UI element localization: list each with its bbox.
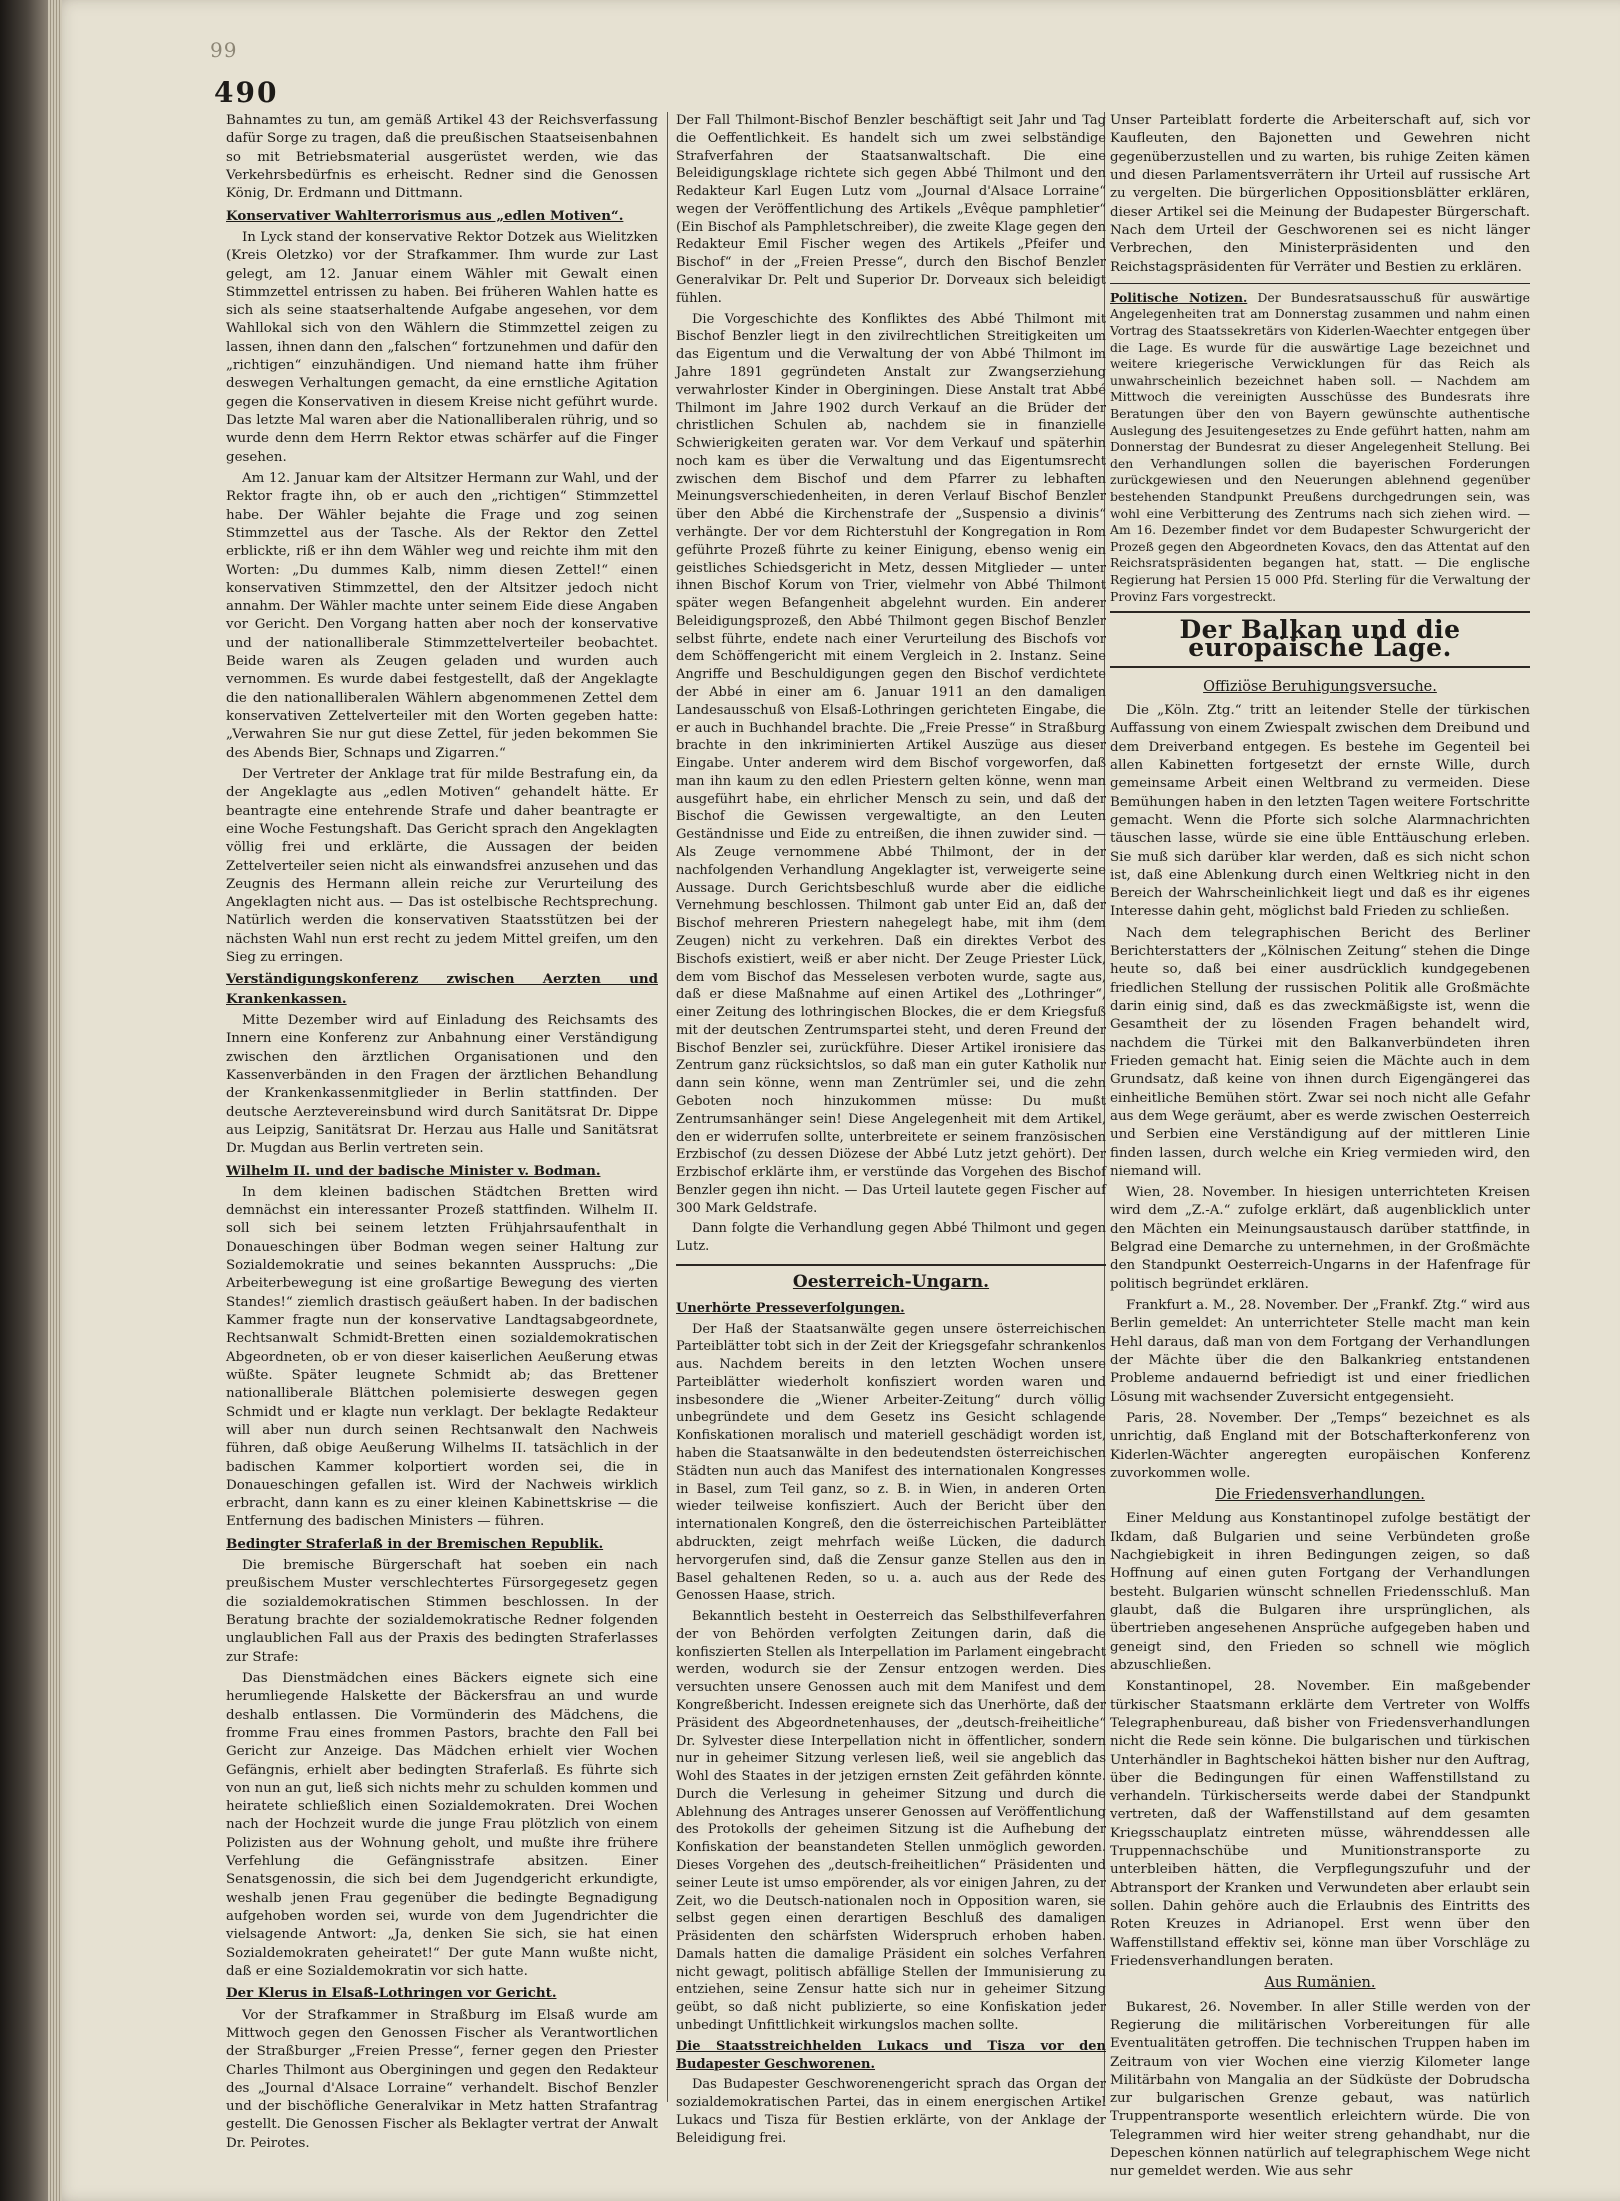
heading-bodman: Wilhelm II. und der badische Minister v. Bodman. bbox=[226, 1162, 601, 1179]
page-edges bbox=[48, 0, 62, 2201]
paragraph: Einer Meldung aus Konstantinopel zufolge bestätigt der Ikdam, daß Bulgarien und seine Verbündeten große Nachgiebigkeit in ihren Bedingungen zeigen, so daß Hoffnung auf einen guten Fortgang der Verhandlungen besteht. Bulgarien wünscht schnellen Friedensschluß. Man glaubt, daß die Bulgaren ihre ursprünglichen, als übertrieben angesehenen Ansprüche aufgegeben haben und geneigt sind, den Frieden so schnell wie möglich abzuschließen. bbox=[1110, 1511, 1530, 1673]
paragraph: Bekanntlich besteht in Oesterreich das Selbsthilfeverfahren der von Behörden verfolgten Zeitungen darin, daß die konfiszierten Stellen als Interpellation im Parlament eingebracht werden, wodurch sie der Zensur entzogen werden. Dies versuchten unsere Genossen auch mit dem Manifest und dem Kongreßbericht. Indessen ereignete sich das Unerhörte, daß der Präsident des Abgeordnetenhauses, der „deutsch-freiheitliche“ Dr. Sylvester diese Interpellation nicht in öffentlicher, sondern nur in geheimer Sitzung verlesen ließ, weil sie angeblich das Wohl des Staates in der jetzigen ernsten Zeit gefährden könnte. Durch die Verlesung in geheimer Sitzung und durch die Ablehnung des Antrages unserer Genossen auf Veröffentlichung des Protokolls der geheimen Sitzung ist die Aufhebung der Konfiskation der beanstandeten Stellen unmöglich geworden. Dieses Vorgehen des „deutsch-freiheitlichen“ Präsidenten und seiner Leute ist umso empörender, als vor einigen Jahren, zu der Zeit, wo die Deutsch-nationalen noch in Opposition waren, sie selbst gegen einen derartigen Beschluß des damaligen Präsidenten den schärfsten Widerspruch erhoben haben. Damals hatten die damalige Präsident ein solches Verfahren nicht gewagt, politisch abfällige Stellen der Immunisierung zu entziehen, seine Zensur hatte sich nur in geheimer Sitzung geübt, so daß nicht publizierte, so eine Konfiskation jeder unbedingt Unfittlichkeit wirkungslos machen sollte. bbox=[676, 1609, 1106, 2034]
heading-notices: Politische Notizen. bbox=[1110, 289, 1248, 305]
column-2 bbox=[676, 112, 1106, 2151]
heading-presse: Unerhörte Presseverfolgungen. bbox=[676, 1300, 905, 1316]
paragraph: Konstantinopel, 28. November. Ein maßgebender türkischer Staatsmann erklärte dem Vertreter von Wolffs Telegraphenbureau, daß bisher von Friedensverhandlungen nicht die Rede sein könne. Die bulgarischen und türkischen Unterhändler in Baghtschekoi hätten bisher nur den Auftrag, über die Bedingungen für einen Waffenstillstand zu verhandeln. Türkischerseits werde dabei der Standpunkt vertreten, daß der Waffenstillstand auf dem gesamten Kriegsschauplatz eintreten müsse, währenddessen alle Truppennachschübe und Munitionstransporte zu unterbleiben hätten, die Verpflegungszufuhr und der Abtransport der Kranken und Verwundeten aber erlaubt sein sollen. Dahin gehöre auch die Erlaubnis des Eintritts des Roten Kreuzes in Adrianopel. Erst wenn über den Waffenstillstand effektiv sei, könne man über Vorschläge zu Friedensverhandlungen beraten. bbox=[1110, 1679, 1530, 1969]
paragraph: Vor der Strafkammer in Straßburg im Elsaß wurde am Mittwoch gegen den Genossen Fischer als Verantwortlichen der Straßburger „Freien Presse“, ferner gegen den Priester Charles Thilmont aus Oberginingen und gegen den Redakteur des „Journal d'Alsace Lorraine“ verhandelt. Bischof Benzler und der bischöfliche Generalvikar in Metz hatten Strafantrag gestellt. Die Genossen Fischer als Beklagter vertrat der Anwalt Dr. Peirotes. bbox=[226, 2007, 658, 2151]
paragraph: Frankfurt a. M., 28. November. Der „Frankf. Ztg.“ wird aus Berlin gemeldet: An unterrichteter Stelle macht man kein Hehl daraus, daß man von dem Fortgang der Verhandlungen der Mächte über die den Balkankrieg entstandenen Probleme andauernd befriedigt ist und einer friedlichen Lösung mit wachsender Zuversicht entgegensieht. bbox=[1110, 1298, 1530, 1405]
article-intro: Bahnamtes zu tun, am gemäß Artikel 43 der Reichsverfassung dafür Sorge zu tragen, daß die preußischen Staatseisenbahnen so mit Betriebsmaterial ausgerüstet werden, wie das Verkehrsbedürfnis es erheischt. Redner sind die Genossen König, Dr. Erdmann und Dittmann. bbox=[226, 113, 658, 202]
paragraph: Unser Parteiblatt forderte die Arbeiterschaft auf, sich vor Kaufleuten, den Bajonetten und Gewehren nicht gegenüberzustellen und zu warten, bis ruhige Zeiten kämen und diesen Parlamentsverrätern ihr Urteil auf russische Art zu vergelten. Die bürgerlichen Oppositionsblätter erklären, dieser Artikel sei die Meinung der Budapester Bürgerschaft. Nach dem Urteil der Geschworenen sei es nicht länger Verbrechen, den Ministerpräsidenten und den Reichstagspräsidenten für Verräter und Bestien zu erklären. bbox=[1110, 113, 1530, 275]
divider bbox=[1110, 283, 1530, 284]
paragraph: Mitte Dezember wird auf Einladung des Reichsamts des Innern eine Konferenz zur Anbahnung einer Verständigung zwischen den ärztlichen Organisationen und den Kassenverbänden in den Fragen der ärztlichen Behandlung der Krankenkassenmitglieder in Berlin stattfinden. Der deutsche Aerztevereinsbund wird durch Sanitätsrat Dr. Dippe aus Leipzig, Sanitätsrat Dr. Herzau aus Halle und Sanitätsrat Dr. Mugdan aus Berlin vertreten sein. bbox=[226, 1013, 658, 1157]
paragraph: Dann folgte die Verhandlung gegen Abbé Thilmont und gegen Lutz. bbox=[676, 1221, 1106, 1255]
paragraph: Das Budapester Geschworenengericht sprach das Organ der sozialdemokratischen Partei, das in einem energischen Artikel Lukacs und Tisza für Bestien erklärte, von der Anklage der Beleidigung frei. bbox=[676, 2077, 1106, 2146]
paragraph: Die „Köln. Ztg.“ tritt an leitender Stelle der türkischen Auffassung von einem Zwiespalt zwischen dem Dreibund und dem Dreiverband entgegen. Es bestehe im Gegenteil bei allen Kabinetten fortgesetzt der ernste Wille, durch gemeinsame Arbeit einen Weltbrand zu vermeiden. Diese Bemühungen haben in den letzten Tagen weitere Fortschritte gemacht. Wenn die Pforte sich solche Alarmnachrichten täuschen lasse, würde sie eine üble Enttäuschung erleben. Sie muß sich darüber klar werden, daß es sich nicht schon ist, daß eine Ablenkung durch einen Weltkrieg nicht in den Bereich der Wahrscheinlichkeit liegt und daß es ihr eigenes Interesse dahin geht, möglichst bald Frieden zu schließen. bbox=[1110, 703, 1530, 920]
paragraph: Wien, 28. November. In hiesigen unterrichteten Kreisen wird dem „Z.-A.“ zufolge erklärt, daß augenblicklich unter den Mächten ein Meinungsaustausch darüber stattfinde, in Belgrad eine Demarche zu unternehmen, in der Großmächte den Standpunkt Oesterreich-Ungarns in der Hafenfrage für politisch begründet erklären. bbox=[1110, 1185, 1530, 1292]
folio-mark: 99 bbox=[210, 38, 238, 62]
paragraph: Der Vertreter der Anklage trat für milde Bestrafung ein, da der Angeklagte aus „edlen Motiven“ gehandelt hätte. Er beantragte eine entehrende Strafe und daher beantragte er eine Woche Festungshaft. Das Gericht sprach den Angeklagten völlig frei und erklärte, die Aussagen der beiden Zettelverteiler seien nicht als einwandsfrei anzusehen und das Zeugnis des Hermann allein reiche zur Verurteilung des Angeklagten nicht aus. — Das ist ostelbische Rechtsprechung. Natürlich werden die konservativen Staatsstützen bei der nächsten Wahl nun erst recht zu jedem Mittel greifen, um den Sieg zu erringen. bbox=[226, 766, 658, 966]
subheading-frieden: Die Friedensverhandlungen. bbox=[1215, 1487, 1425, 1504]
paragraph: Der Fall Thilmont-Bischof Benzler beschäftigt seit Jahr und Tag die Oeffentlichkeit. Es handelt sich um zwei selbständige Strafverfahren der Staatsanwaltschaft. Die eine Beleidigungsklage richtete sich gegen Abbé Thilmont und den Redakteur Karl Eugen Lutz vom „Journal d'Alsace Lorraine“ wegen der Veröffentlichung des Artikels „Evêque pamphletier“ (Ein Bischof als Pamphletschreiber), die zweite Klage gegen den Redakteur Emil Fischer wegen des Artikels „Pfeifer und Bischof“ in der „Freien Presse“, durch den Bischof Benzler Generalvikar Dr. Pelt und Superior Dr. Dorveaux sich beleidigt fühlen. bbox=[676, 113, 1106, 306]
heading-wahlterror: Konservativer Wahlterrorismus aus „edlen Motiven“. bbox=[226, 207, 624, 224]
section-title-oesterreich: Oesterreich-Ungarn. bbox=[792, 1272, 990, 1292]
paragraph: In Lyck stand der konservative Rektor Dotzek aus Wielitzken (Kreis Oletzko) vor der Strafkammer. Ihm wurde zur Last gelegt, am 12. Januar einem Wähler mit Gewalt einen Stimmzettel entrissen zu haben. Bei früheren Wahlen hatte es sich als seine staatserhaltende Aufgabe angesehen, vor dem Wahllokal sich von den Wählern die Stimmzettel zeigen zu lassen, ihnen dann den „falschen“ fortzunehmen und dafür den „richtigen“ einzuhändigen. Und niemand hatte ihm früher deswegen Verhaltungen gemacht, da eine ernstliche Agitation gegen die Konservativen in diesem Kreise nicht geführt wurde. Das letzte Mal waren aber die Nationalliberalen rührig, und so wurde denn dem Herrn Rektor etwas schärfer auf die Finger gesehen. bbox=[226, 229, 658, 465]
page-number: 490 bbox=[214, 76, 279, 109]
section-divider bbox=[676, 1264, 1106, 1266]
heading-bremen: Bedingter Straferlaß in der Bremischen Republik. bbox=[226, 1535, 604, 1552]
notices-block bbox=[1110, 290, 1530, 605]
heading-aerzte: Verständigungskonferenz zwischen Aerzten und Krankenkassen. bbox=[226, 971, 658, 1007]
paragraph: Paris, 28. November. Der „Temps“ bezeichnet es als unrichtig, daß England mit der Botschafterkonferenz von Kiderlen-Wächter angeregten europäischen Konferenz zuvorkommen wolle. bbox=[1110, 1410, 1530, 1481]
paragraph: Der Haß der Staatsanwälte gegen unsere österreichischen Parteiblätter tobt sich in der Zeit der Kriegsgefahr schrankenlos aus. Nachdem bereits in den letzten Wochen unsere Parteiblätter wiederholt konfisziert worden waren und insbesondere die „Wiener Arbeiter-Zeitung“ durch völlig unbegründete und dem Gesetz ins Gesicht schlagende Konfiskationen moralisch und materiell geschädigt worden ist, haben die Staatsanwälte in den bedeutendsten österreichischen Städten nun auch das Manifest des internationalen Kongresses in Basel, zum Teil ganz, so z. B. in Wien, in anderen Orten wieder teilweise konfisziert. Auch der Bericht über den internationalen Kongreß, den die österreichischen Parteiblätter abdruckten, zeigt mehrfach weiße Lücken, die dadurch hervorgerufen sind, daß die Zensur ganze Stellen aus den in Basel gehaltenen Reden, so u. a. auch aus der Rede des Genossen Haase, strich. bbox=[676, 1321, 1106, 1604]
paragraph: In dem kleinen badischen Städtchen Bretten wird demnächst ein interessanter Prozeß stattfinden. Wilhelm II. soll sich bei seinem letzten Frühjahrsaufenthalt in Donaueschingen über Bodman wegen seiner Haltung zur Sozialdemokratie und seines bekannten Ausspruchs: „Die Arbeiterbewegung ist eine großartige Bewegung des vierten Standes!“ ziemlich drastisch geäußert haben. In der badischen Kammer fragte nun der konservative Landtagsabgeordnete, Rechtsanwalt Schmidt-Bretten einen sozialdemokratischen Abgeordneten, ob er von dieser kaiserlichen Aeußerung etwas wüßte. Später leugnete Schmidt ab; das Brettener nationalliberale Blättchen polemisierte deswegen gegen Schmidt und er klagte nun verklagt. Der beklagte Redakteur will aber nun durch seinen Rechtsanwalt den Nachweis führen, daß obige Aeußerung Wilhelms II. tatsächlich in der badischen Kammer kolportiert worden sei, die in Donaueschingen gefallen ist. Wird der Nachweis wirklich erbracht, dann kann es zu einer kleinen Kabinettskrise — die Entfernung des badischen Ministers — führen. bbox=[226, 1184, 658, 1530]
column-1 bbox=[226, 112, 658, 2156]
subheading-rumaenien: Aus Rumänien. bbox=[1264, 1975, 1376, 1992]
paragraph: Das Dienstmädchen eines Bäckers eignete sich eine herumliegende Halskette der Bäckersfrau an und wurde deshalb entlassen. Die Vormünderin des Mädchens, die fromme Frau eines frommen Pastors, brachte den Fall bei Gericht zur Anzeige. Das Mädchen erhielt vier Wochen Gefängnis, erhielt aber bedingten Straferlaß. Es führte sich von nun an gut, ließ sich nichts mehr zu schulden kommen und heiratete schließlich einen Sozialdemokraten. Drei Wochen nach der Hochzeit wurde die junge Frau plötzlich von einem Polizisten aus der Wohnung geholt, und mußte ihre frühere Verfehlung die Gefängnisstrafe absitzen. Einer Senatsgenossin, die sich bei dem Jugendgericht erkundigte, weshalb jenen Frau gegenüber die bedingte Begnadigung aufgehoben worden sei, wurde von dem Jugendrichter die vielsagende Antwort: „Ja, denken Sie sich, sie hat einen Sozialdemokraten geheiratet!“ Der gute Mann wußte nicht, daß er eine Sozialdemokratin vor sich hatte. bbox=[226, 1670, 658, 1979]
subheading-offiziose: Offiziöse Beruhigungsversuche. bbox=[1203, 678, 1437, 695]
paragraph: Nach dem telegraphischen Bericht des Berliner Berichterstatters der „Kölnischen Zeitung“ stehen die Dinge heute so, daß bei einer ausdrücklich kundgegebenen friedlichen Stellung der russischen Politik alle Großmächte darin einig sind, daß es das zweckmäßigste ist, wenn die Gesamtheit der zu lösenden Fragen behandelt wird, nachdem die Türkei mit den Balkanverbündeten ihren Frieden gemacht hat. Einig seien die Mächte auch in dem Grundsatz, daß keine von ihnen durch Eigengängerei das einheitliche Bemühen stört. Zwar sei noch nicht alle Gefahr aus dem Wege geräumt, aber es werde zwischen Oesterreich und Serbien eine Verständigung auf der mittleren Linie finden lassen, durch welche ein Krieg vermieden wird, den niemand will. bbox=[1110, 925, 1530, 1179]
paragraph: Am 12. Januar kam der Altsitzer Hermann zur Wahl, und der Rektor fragte ihn, ob er auch den „richtigen“ Stimmzettel habe. Der Wähler bejahte die Frage und zog seinen Stimmzettel aus der Tasche. Als der Rektor den Zettel erblickte, riß er ihn dem Wähler weg und reichte ihm mit den Worten: „Du dummes Kalb, nimm diesen Zettel!“ einen konservativen Stimmzettel, den der Altsitzer jedoch nicht annahm. Der Wähler machte unter seinem Eide diese Angaben vor Gericht. Den Vorgang hatten aber noch der konservative und der nationalliberale Stimmzettelverteiler beobachtet. Beide waren als Zeugen geladen und wurden auch vernommen. Es wurde dabei festgestellt, daß der Angeklagte die den nationalliberalen Wählern abgenommenen Zettel dem konservativen Zettelverteiler mit den Worten gegeben hatte: „Verwahren Sie nur gut diese Zettel, für jeden bekommen Sie des Abends Bier, Schnaps und Zigarren.“ bbox=[226, 470, 658, 761]
headline-balkan: Der Balkan und die europäische Lage. bbox=[1179, 615, 1461, 663]
notices-text: Der Bundesratsausschuß für auswärtige Angelegenheiten trat am Donnerstag zusammen und nahm einen Vortrag des Staatssekretärs von Kiderlen-Waechter entgegen über die Lage. Es wurde für die auswärtige Lage bezeichnet und weitere kriegerische Verwicklungen für das Reich als unwahrscheinlich bezeichnet haben soll. — Nachdem am Mittwoch die vereinigten Ausschüsse des Bundesrats ihre Beratungen über den von Bayern gewünschte authentische Auslegung des Jesuitengesetzes zu Ende geführt hatten, nahm am Donnerstag der Bundesrat zu dieser Angelegenheit Stellung. Bei den Verhandlungen sollen die bayerischen Forderungen zurückgewiesen und den Neuerungen ablehnend gegenüber bestehenden Standpunkt Preußens durchgedrungen sein, was wohl eine Verbitterung des Zentrums nach sich ziehen wird. — Am 16. Dezember findet vor dem Budapester Schwurgericht der Prozeß gegen den Abgeordneten Kovacs, den das Attentat auf den Reichsratspräsidenten begangen hat, statt. — Die englische Regierung hat Persien 15 000 Pfd. Sterling für die Verwaltung der Provinz Fars vorgestreckt. bbox=[1110, 289, 1530, 604]
column-rule-1 bbox=[667, 112, 668, 2102]
heading-lukacs: Die Staatsstreichhelden Lukacs und Tisza vor den Budapester Geschworenen. bbox=[676, 2038, 1106, 2072]
paragraph: Die Vorgeschichte des Konfliktes des Abbé Thilmont mit Bischof Benzler liegt in den zivilrechtlichen Streitigkeiten um das Eigentum und die Verwaltung der von Abbé Thilmont im Jahre 1891 gegründeten Anstalt zur Zwangserziehung verwahrloster Kinder in Oberginingen. Diese Anstalt trat Abbé Thilmont im Jahre 1902 durch Verkauf an die Brüder der christlichen Schulen ab, nachdem sie in finanzielle Schwierigkeiten geraten war. Vor dem Verkauf und späterhin noch kam es über die Verwaltung und das Eigentumsrecht zwischen dem Bischof und dem Pfarrer zu lebhaften Meinungsverschiedenheiten, in deren Verlauf Bischof Benzler über den Abbé die Kirchenstrafe der „Suspensio a divinis“ verhängte. Der vor dem Richterstuhl der Kongregation in Rom geführte Prozeß führte zu keiner Einigung, ebenso wenig ein geistliches Schiedsgericht in Metz, dessen Mitglieder — unter ihnen Bischof Korum von Trier, vielmehr von Abbé Thilmont später wegen Befangenheit abgelehnt wurden. Ein anderer Beleidigungsprozeß, den Abbé Thilmont gegen Bischof Benzler selbst führte, endete nach einer Verurteilung des Bischofs vor dem Schöffengericht mit einem Vergleich in 2. Instanz. Seine Angriffe und Beschuldigungen gegen den Bischof verdichtete der Abbé in einer am 6. Januar 1911 an den damaligen Landesausschuß von Elsaß-Lothringen gerichteten Eingabe, die er auch in Buchhandel brachte. Die „Freie Presse“ in Straßburg brachte in den inkriminierten Artikel Auszüge aus dieser Eingabe. Unter anderem wird dem Bischof vorgeworfen, daß man ihn kaum zu den edlen Priestern gelten könne, wenn man ausgeführt habe, ein ehrlicher Mensch zu sein, und daß der Bischof die Gewissen vergewaltigte, an den Leuten Geständnisse und Eide zu entreißen, die ihnen zuwider sind. — Als Zeuge vernommene Abbé Thilmont, der in der nachfolgenden Verhandlung Angeklagter ist, verweigerte seine Aussage. Durch Gerichtsbeschluß wurde aber die eidliche Vernehmung beschlossen. Thilmont gab unter Eid an, daß der Bischof mehreren Priestern nahegelegt habe, mit ihm (dem Zeugen) nicht zu verkehren. Daß ein direktes Verbot des Bischofs existiert, weiß er aber nicht. Der Zeuge Priester Lück, dem vom Bischof das Messelesen verboten wurde, sagte aus, daß er diese Maßnahme auf einen Artikel des „Lothringer“, einer Zeitung des lothringischen Blockes, die er dem Kriegsfuß mit der deutschen Zentrumspartei steht, und deren Freund der Bischof Benzler sei, zurückführe. Dieser Artikel ironisiere das Zentrum ganz rücksichtslos, so daß man ein guter Katholik nur dann sein könne, wenn man Zentrümler sei, und die zehn Geboten noch hinzukommen müsse: Du mußt Zentrumsanhänger sein! Diese Angelegenheit mit dem Artikel, den er widerrufen sollte, unterbreitete er seinem französischen Erzbischof (zu dessen Diözese der Abbé Lutz jetzt gehört). Der Erzbischof erklärte ihm, er verstünde das Vorgehen des Bischof Benzler gegen ihn nicht. — Das Urteil lautete gegen Fischer auf 300 Mark Geldstrafe. bbox=[676, 311, 1106, 1216]
paragraph: Die bremische Bürgerschaft hat soeben ein nach preußischem Muster verschlechtertes Fürsorgegesetz gegen die sozialdemokratischen Stimmen beschlossen. In der Beratung brachte der sozialdemokratische Redner folgenden unglaublichen Fall aus der Praxis des bedingten Straferlasses zur Strafe: bbox=[226, 1558, 658, 1665]
column-3 bbox=[1110, 112, 1530, 2185]
heading-klerus: Der Klerus in Elsaß-Lothringen vor Gericht. bbox=[226, 1985, 557, 2002]
paragraph: Bukarest, 26. November. In aller Stille werden von der Regierung die militärischen Vorbereitungen für alle Eventualitäten getroffen. Die technischen Truppen haben im Zeitraum von vier Wochen eine vierzig Kilometer lange Militärbahn von Mangalia an der Südküste der Dobrudscha zur bulgarischen Grenze gebaut, was natürlich Truppentransporte wesentlich erleichtern würde. Die von Telegrammen wird hier weiter streng gehandhabt, nur die Depeschen können natürlich auf telegraphischem Wege nicht nur gemeldet werden. Wie aus sehr bbox=[1110, 1999, 1530, 2180]
title-box bbox=[1110, 611, 1530, 668]
